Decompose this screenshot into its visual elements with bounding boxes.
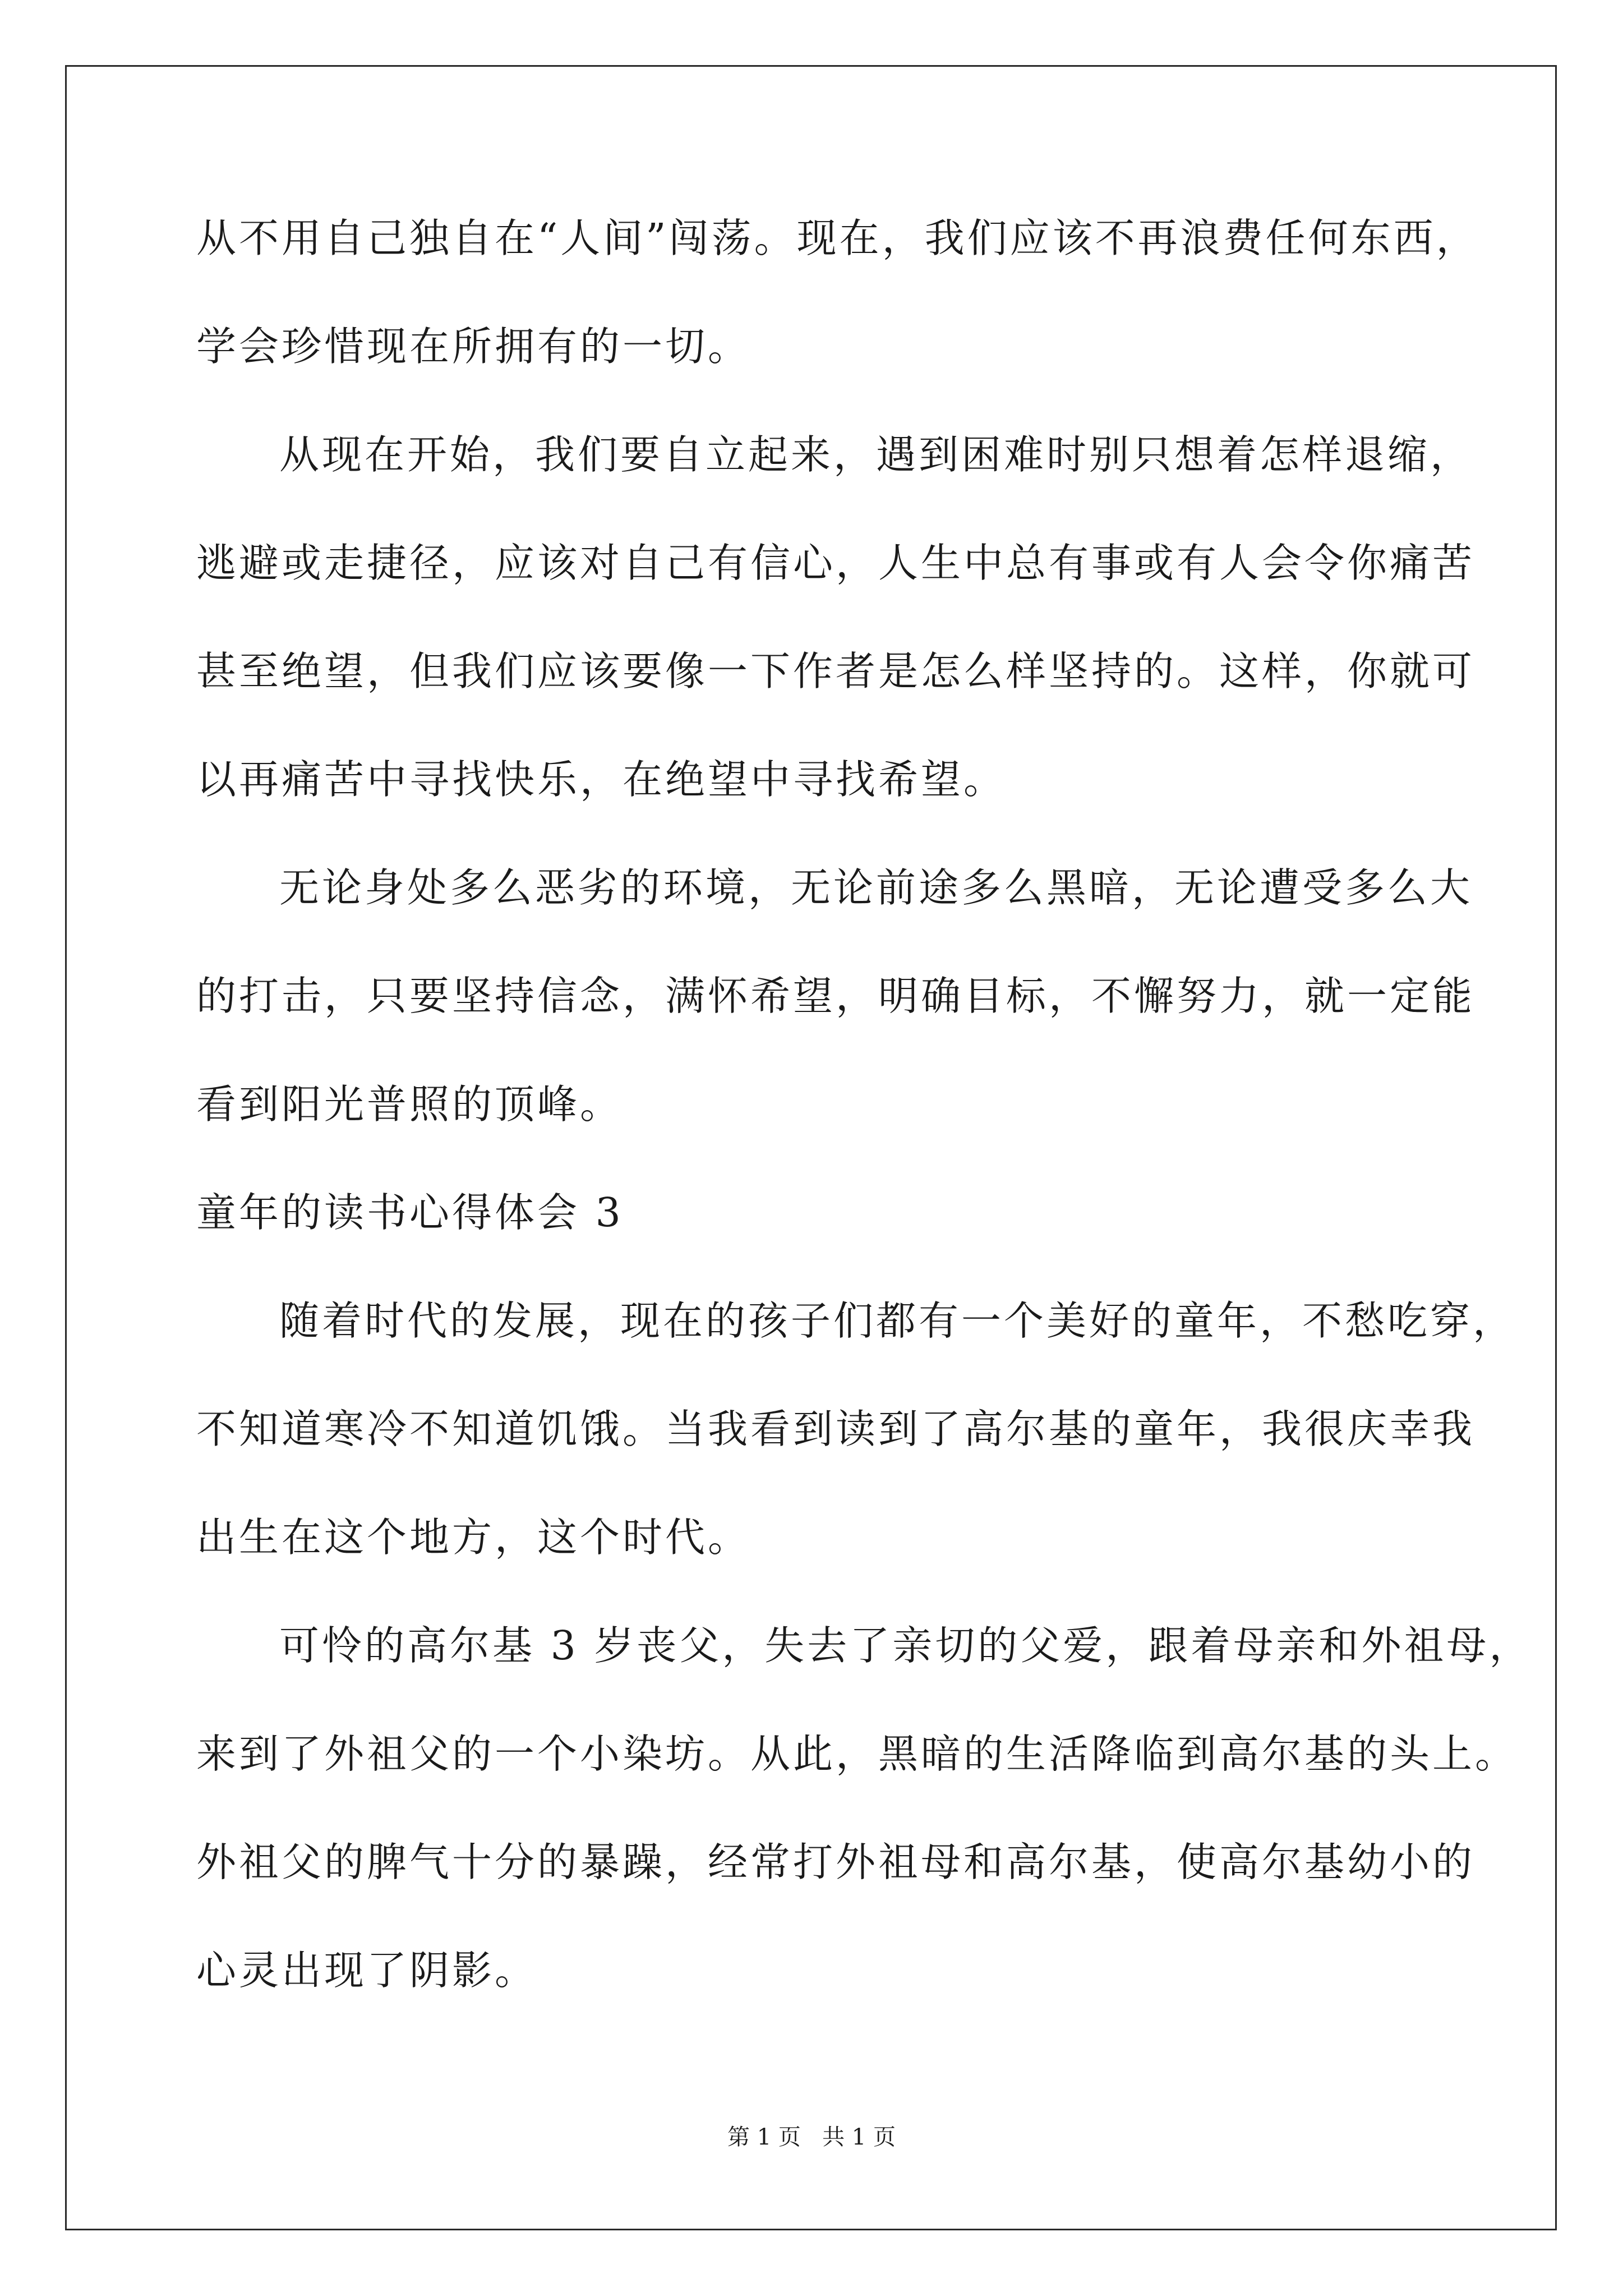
paragraph-line: 甚至绝望，但我们应该要像一下作者是怎么样坚持的。这样，你就可 <box>196 648 1476 694</box>
paragraph-line: 学会珍惜现在所拥有的一切。 <box>196 323 751 370</box>
paragraph-line: 心灵出现了阴影。 <box>196 1947 538 1994</box>
paragraph-line: 无论身处多么恶劣的环境，无论前途多么黑暗，无论遭受多么大 <box>279 864 1473 911</box>
paragraph-line: 随着时代的发展，现在的孩子们都有一个美好的童年，不愁吃穿， <box>279 1297 1516 1344</box>
paragraph-line: 从现在开始，我们要自立起来，遇到困难时别只想着怎样退缩， <box>279 431 1473 478</box>
paragraph-line: 从不用自己独自在“人间”闯荡。现在，我们应该不再浪费任何东西， <box>196 215 1479 261</box>
paragraph-line: 可怜的高尔基 3 岁丧父，失去了亲切的父爱，跟着母亲和外祖母， <box>279 1622 1532 1669</box>
page-footer: 第 1 页 共 1 页 <box>727 2124 896 2150</box>
section-heading: 童年的读书心得体会 3 <box>196 1189 624 1236</box>
paragraph-line: 出生在这个地方，这个时代。 <box>196 1514 751 1561</box>
paragraph-line: 的打击，只要坚持信念，满怀希望，明确目标，不懈努力，就一定能 <box>196 973 1476 1019</box>
paragraph-line: 外祖父的脾气十分的暴躁，经常打外祖母和高尔基，使高尔基幼小的 <box>196 1839 1476 1885</box>
paragraph-line: 看到阳光普照的顶峰。 <box>196 1081 623 1128</box>
paragraph-line: 逃避或走捷径，应该对自己有信心，人生中总有事或有人会令你痛苦 <box>196 540 1476 586</box>
paragraph-line: 不知道寒冷不知道饥饿。当我看到读到了高尔基的童年，我很庆幸我 <box>196 1406 1476 1452</box>
paragraph-line: 来到了外祖父的一个小染坊。从此，黑暗的生活降临到高尔基的头上。 <box>196 1731 1518 1777</box>
page-border <box>65 65 1557 2230</box>
paragraph-line: 以再痛苦中寻找快乐，在绝望中寻找希望。 <box>196 756 1007 803</box>
